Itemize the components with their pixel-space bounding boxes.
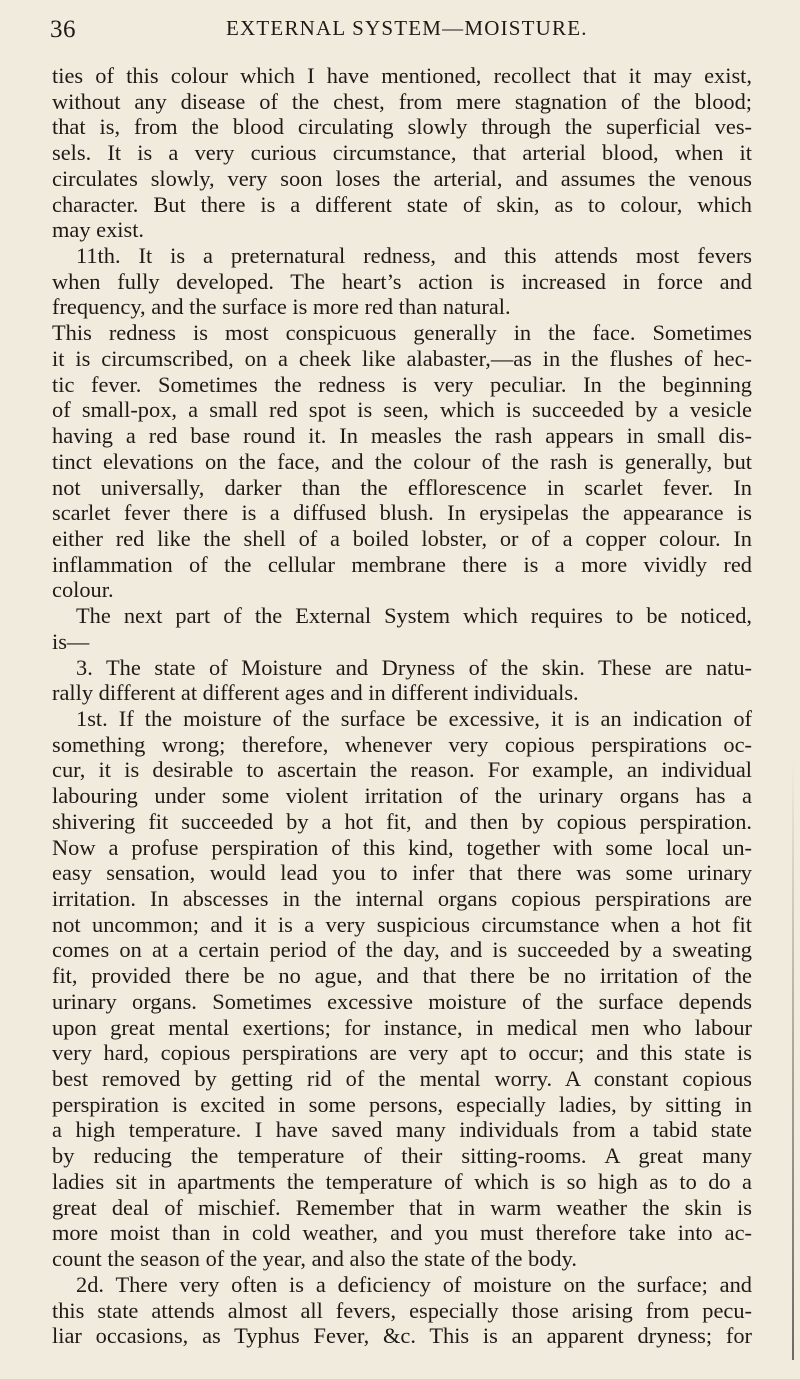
text-line: may exist.	[52, 217, 145, 243]
text-line: not uncommon; and it is a very suspicious circumstance when a hot fit	[52, 911, 752, 937]
text-line: upon great mental exertions; for instance, in medical men who labour	[52, 1014, 752, 1040]
body-text	[52, 63, 752, 1349]
text-line: best removed by getting rid of the mental worry. A constant copious	[52, 1066, 752, 1092]
text-line: comes on at a certain period of the day, and is succeeded by a sweating	[52, 937, 752, 963]
text-line: ties of this colour which I have mentioned, recollect that it may exist,	[52, 63, 752, 88]
text-line: not universally, darker than the efflorescence in scarlet fever. In	[52, 474, 752, 500]
text-line: The next part of the External System which requires to be noticed,	[76, 603, 752, 629]
text-line: it is circumscribed, on a cheek like alabaster,—as in the flushes of hec-	[52, 345, 752, 371]
text-line: frequency, and the surface is more red than natural.	[52, 294, 511, 320]
text-line: scarlet fever there is a diffused blush. In erysipelas the appearance is	[52, 500, 752, 526]
page-edge-shadow	[792, 760, 794, 1360]
text-line: tinct elevations on the face, and the colour of the rash is generally, but	[52, 448, 752, 474]
text-line: ladies sit in apartments the temperature of which is so high as to do a	[52, 1168, 752, 1194]
text-line: that is, from the blood circulating slowly through the superficial ves-	[52, 114, 752, 140]
text-line: more moist than in cold weather, and you must therefore take into ac-	[52, 1220, 752, 1246]
text-line: easy sensation, would lead you to infer that there was some urinary	[52, 860, 752, 886]
text-line: This redness is most conspicuous generally in the face. Sometimes	[52, 320, 752, 346]
text-line: colour.	[52, 577, 114, 603]
text-line: having a red base round it. In measles the rash appears in small dis-	[52, 423, 752, 449]
text-line: Now a profuse perspiration of this kind, together with some local un-	[52, 834, 752, 860]
text-line: when fully developed. The heart’s action is increased in force and	[52, 268, 752, 294]
running-title: EXTERNAL SYSTEM—MOISTURE.	[226, 16, 588, 40]
text-line: urinary organs. Sometimes excessive moisture of the surface depends	[52, 988, 752, 1014]
text-line: fit, provided there be no ague, and that there be no irritation of the	[52, 963, 752, 989]
text-line: perspiration is excited in some persons, especially ladies, by sitting in	[52, 1091, 752, 1117]
text-line: this state attends almost all fevers, especially those arising from pecu-	[52, 1297, 752, 1323]
text-line: inflammation of the cellular membrane there is a more vividly red	[52, 551, 752, 577]
text-line: rally different at different ages and in different individuals.	[52, 680, 579, 706]
text-line: circulates slowly, very soon loses the arterial, and assumes the venous	[52, 165, 752, 191]
text-line: sels. It is a very curious circumstance, that arterial blood, when it	[52, 140, 752, 166]
text-line: a high temperature. I have saved many individuals from a tabid state	[52, 1117, 752, 1143]
text-line: 11th. It is a preternatural redness, and this attends most fevers	[76, 243, 752, 269]
text-line: irritation. In abscesses in the internal organs copious perspirations are	[52, 886, 752, 911]
text-line: without any disease of the chest, from mere stagnation of the blood;	[52, 88, 752, 114]
page-number: 36	[50, 16, 76, 43]
text-line: either red like the shell of a boiled lobster, or of a copper colour. In	[52, 525, 752, 551]
text-line: 1st. If the moisture of the surface be excessive, it is an indication of	[76, 705, 752, 731]
text-line: of small-pox, a small red spot is seen, which is succeeded by a vesicle	[52, 397, 752, 423]
text-line: tic fever. Sometimes the redness is very peculiar. In the beginning	[52, 371, 752, 397]
text-line: by reducing the temperature of their sitting-rooms. A great many	[52, 1143, 752, 1169]
text-line: shivering fit succeeded by a hot fit, and then by copious perspiration.	[52, 808, 752, 834]
text-line: something wrong; therefore, whenever very copious perspirations oc-	[52, 731, 752, 757]
text-line: liar occasions, as Typhus Fever, &c. This is an apparent dryness; for	[52, 1323, 752, 1349]
text-line: 2d. There very often is a deficiency of moisture on the surface; and	[76, 1271, 752, 1297]
text-line: is—	[52, 628, 90, 654]
text-line: labouring under some violent irritation of the urinary organs has a	[52, 783, 752, 809]
page-header	[50, 12, 760, 52]
text-line: very hard, copious perspirations are very apt to occur; and this state is	[52, 1040, 752, 1066]
text-line: count the season of the year, and also the state of the body.	[52, 1246, 577, 1272]
text-line: great deal of mischief. Remember that in warm weather the skin is	[52, 1194, 752, 1220]
text-line: 3. The state of Moisture and Dryness of the skin. These are natu-	[76, 654, 752, 680]
text-line: character. But there is a different state of skin, as to colour, which	[52, 191, 752, 217]
text-line: cur, it is desirable to ascertain the reason. For example, an individual	[52, 757, 752, 783]
